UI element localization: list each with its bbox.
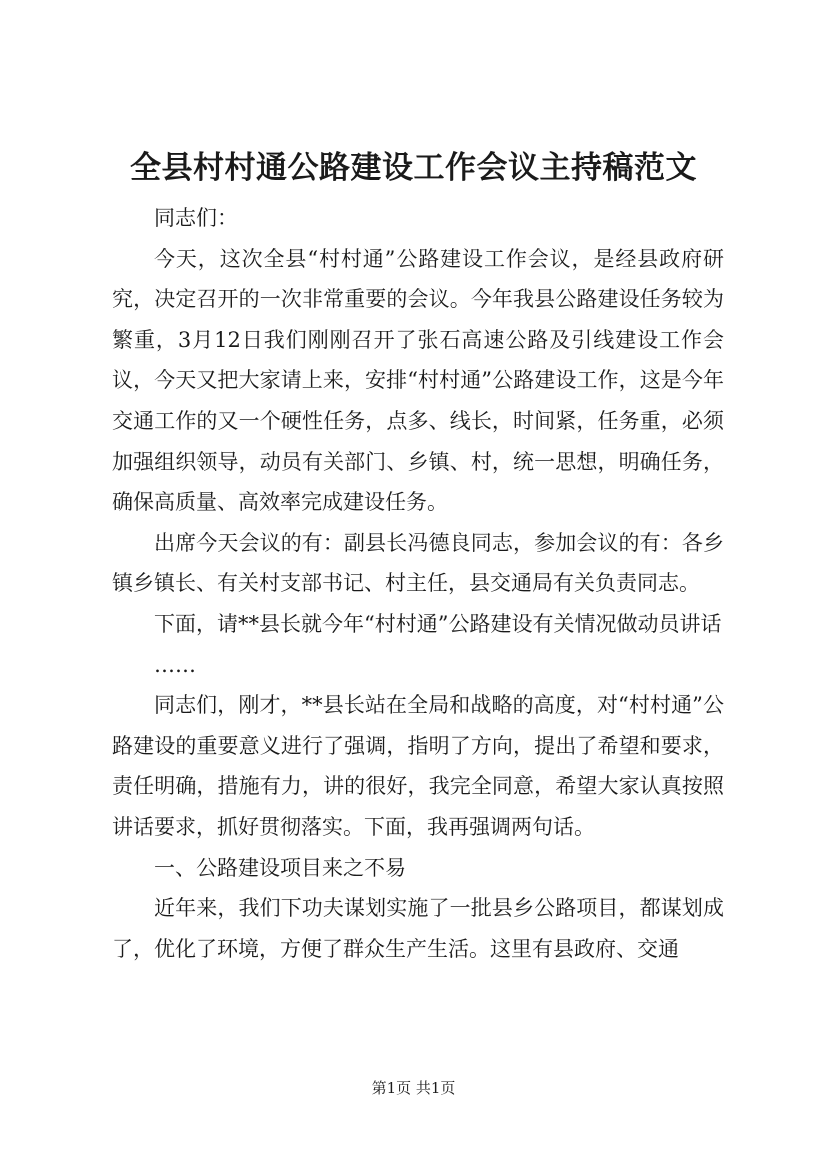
- section-heading: 一、公路建设项目来之不易: [154, 855, 406, 880]
- page-footer: 第1页 共1页: [371, 1079, 456, 1097]
- body-paragraph: 今天，这次全县“村村通”公路建设工作会议，是经县政府研究，决定召开的一次非常重要的会议。今年我县公路建设任务较为繁重，3月12日我们刚刚召开了张石高速公路及引线建设工作会议，今天又把大家请上来，安排“村村通”公路建设工作，这是今年交通工作的又一个硬性任务，点多、线长，时间紧，任务重，必须加强组织领导，动员有关部门、乡镇、村，统一思想，明确任务，确保高质量、高效率完成建设任务。: [112, 246, 724, 515]
- body-paragraph: 下面，请**县长就今年“村村通”公路建设有关情况做动员讲话: [154, 611, 722, 636]
- body-paragraph: 同志们，刚才，**县长站在全局和战略的高度，对“村村通”公路建设的重要意义进行了强调，指明了方向，提出了希望和要求，责任明确，措施有力，讲的很好，我完全同意，希望大家认真按照讲话要求，抓好贯彻落实。下面，我再强调两句话。: [112, 693, 724, 839]
- body-paragraph: 近年来，我们下功夫谋划实施了一批县乡公路项目，都谋划成了，优化了环境，方便了群众生产生活。这里有县政府、交通: [112, 896, 724, 961]
- ellipsis-paragraph: ……: [154, 652, 196, 677]
- salutation-paragraph: 同志们：: [154, 206, 238, 230]
- body-paragraph: 出席今天会议的有：副县长冯德良同志，参加会议的有：各乡镇乡镇长、有关村支部书记、村主任，县交通局有关负责同志。: [112, 530, 724, 596]
- document-body: [112, 198, 724, 969]
- document-title: 全县村村通公路建设工作会议主持稿范文: [130, 150, 697, 186]
